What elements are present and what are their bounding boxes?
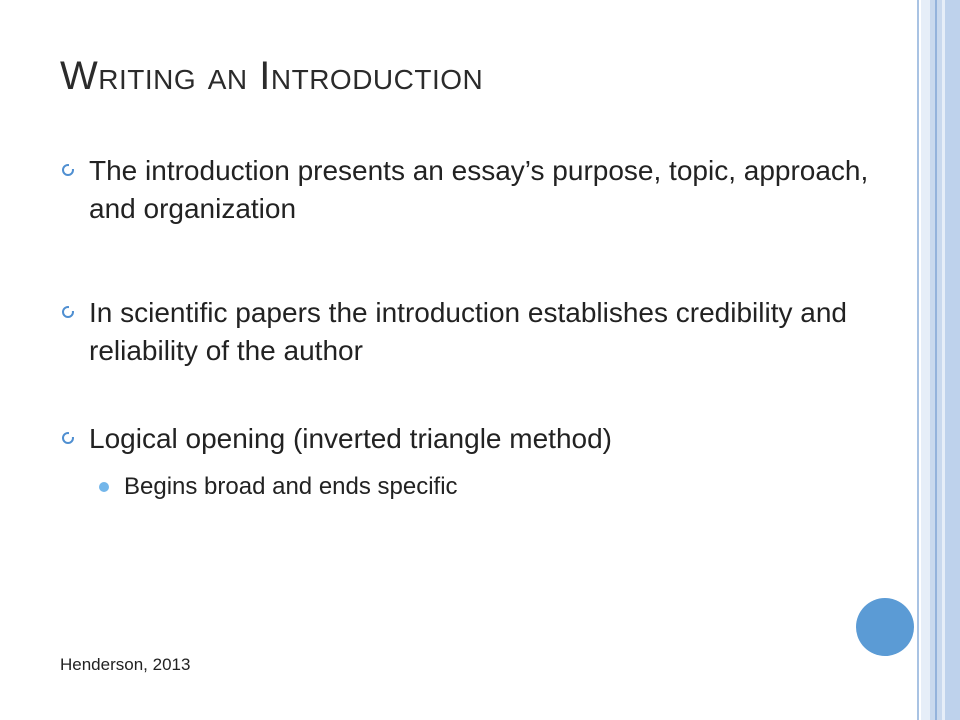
stripe <box>917 0 919 720</box>
slide-title: Writing an Introduction <box>60 54 484 98</box>
stripe <box>945 0 960 720</box>
bullet-item <box>62 294 882 370</box>
sub-bullet-text: Begins broad and ends specific <box>124 473 458 500</box>
sub-bullet-item <box>89 472 882 502</box>
bullet-ring-icon <box>62 306 74 318</box>
bullet-text: In scientific papers the introduction establishes credibility and reliability of the author <box>89 297 847 366</box>
bullet-item <box>62 152 882 228</box>
citation-footer: Henderson, 2013 <box>60 655 191 674</box>
bullet-dot-icon <box>99 482 109 492</box>
bullet-text: Logical opening (inverted triangle method) <box>89 423 612 454</box>
stripe <box>921 0 930 720</box>
sub-bullet-list <box>89 472 882 502</box>
bullet-text: The introduction presents an essay’s purpose, topic, approach, and organization <box>89 155 869 224</box>
bullet-item <box>62 420 882 502</box>
bullet-list <box>62 152 882 502</box>
bullet-ring-icon <box>62 164 74 176</box>
bullet-ring-icon <box>62 432 74 444</box>
decorative-circle <box>856 598 914 656</box>
